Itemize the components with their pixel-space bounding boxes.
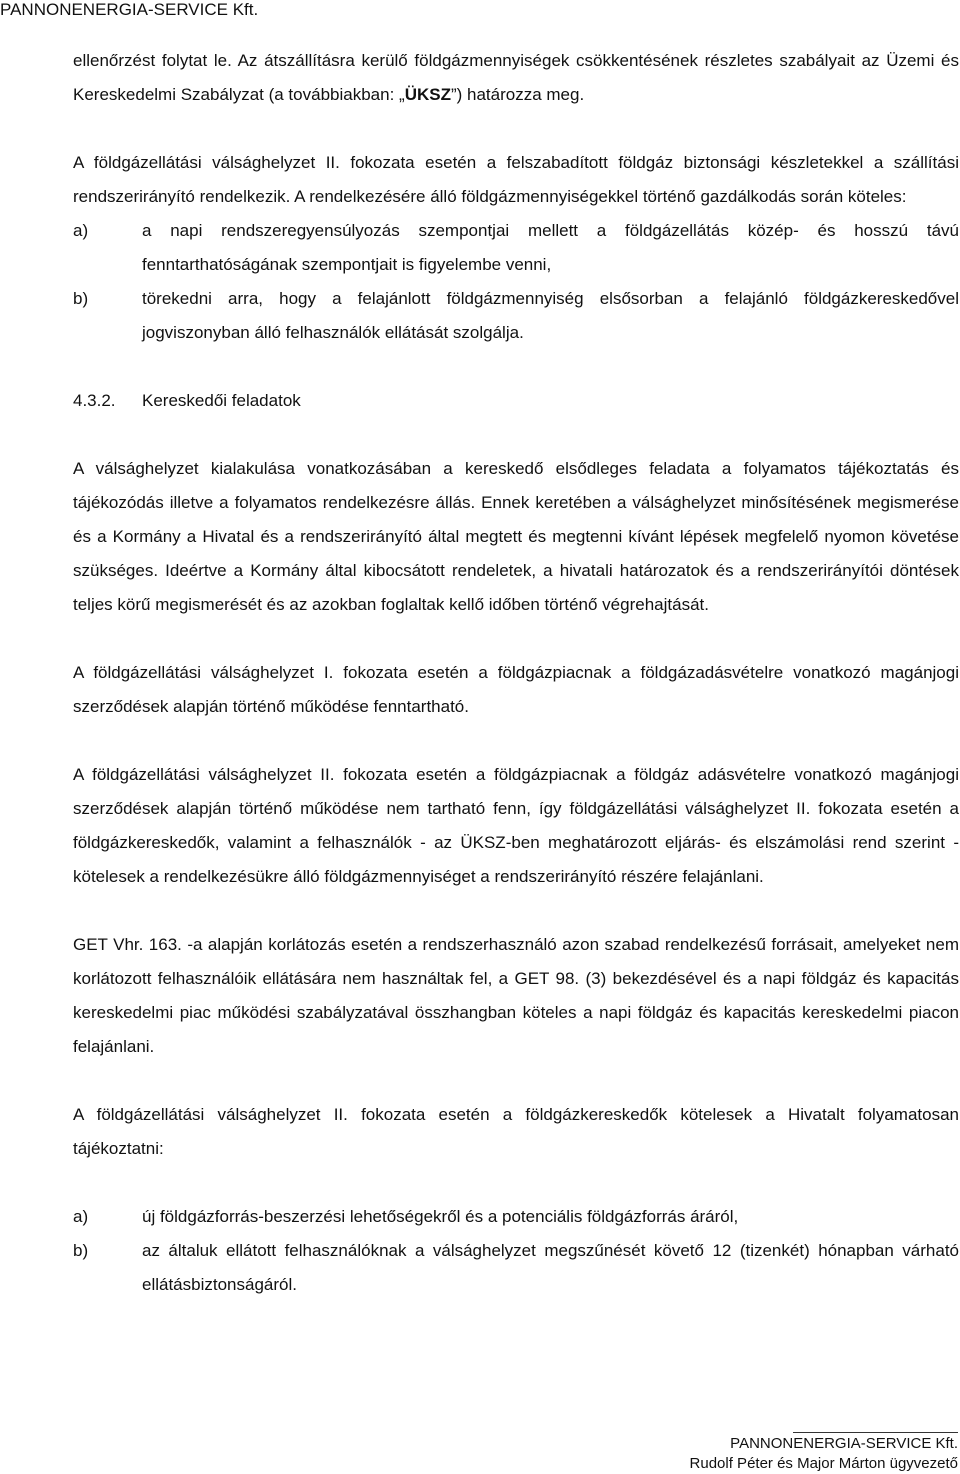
footer-company: PANNONENERGIA-SERVICE Kft. bbox=[730, 1435, 958, 1452]
paragraph-6: GET Vhr. 163. -a alapján korlátozás esetén a rendszerhasználó azon szabad rendelkezésű forrásait, amelyeket nem korlátozott felhasználóik ellátására nem használtak fel, a GET 98. (3) bekezdésével és a napi földgáz és kapacitás kereskedelmi piac működési szabályzatával összhangban köteles a napi földgáz és kapacitás kereskedelmi piacon felajánlani. bbox=[73, 935, 959, 1056]
list-marker: b) bbox=[73, 1241, 89, 1260]
list-marker: b) bbox=[73, 289, 89, 308]
paragraph-intro-2: A földgázellátási válsághelyzet II. fokozata esetén a felszabadított földgáz biztonsági készletekkel a szállítási rendszerirányító rendelkezik. A rendelkezésére álló földgázmennyiségekkel történő gazdálkodás során köteles: bbox=[73, 153, 959, 206]
paragraph-5: A földgázellátási válsághelyzet II. fokozata esetén a földgázpiacnak a földgáz adásvételre vonatkozó magánjogi szerződések alapján történő működése nem tartható fenn, így földgázellátási válsághelyzet II. fokozata esetén a földgázkereskedők, valamint a felhasználók - az ÜKSZ-ben meghatározott eljárás- és elszámolási rend szerint - kötelesek a rendelkezésükre álló földgázmennyiséget a rendszerirányító részére felajánlani. bbox=[73, 765, 959, 886]
page-footer bbox=[690, 1434, 958, 1474]
document-body bbox=[73, 44, 959, 1302]
paragraph-text: ”) határozza meg. bbox=[450, 85, 585, 104]
page-header: PANNONENERGIA-SERVICE Kft. bbox=[0, 0, 259, 19]
footer-lawyer: Rudolf Péter és Major Márton ügyvezető bbox=[689, 1455, 958, 1472]
list-item-text: törekedni arra, hogy a felajánlott földgázmennyiség elsősorban a felajánló földgázkereskedővel jogviszonyban álló felhasználók ellátását szolgálja. bbox=[142, 289, 959, 342]
section-heading bbox=[73, 384, 959, 418]
section-number: 4.3.2. bbox=[73, 391, 116, 410]
list-item bbox=[73, 1234, 959, 1302]
paragraph-text: ellenőrzést folytat le. Az átszállításra kerülő földgázmennyiségek csökkentésének részletes szabályait az Üzemi és Kereskedelmi Szabályzat (a továbbiakban: „ bbox=[73, 51, 959, 104]
paragraph-7: A földgázellátási válsághelyzet II. fokozata esetén a földgázkereskedők kötelesek a Hivatalt folyamatosan tájékoztatni: bbox=[73, 1105, 959, 1158]
list-item-text: az általuk ellátott felhasználóknak a válsághelyzet megszűnését követő 12 (tizenkét) hónapban várható ellátásbiztonságáról. bbox=[142, 1241, 959, 1294]
list-marker: a) bbox=[73, 221, 89, 240]
list-item bbox=[73, 214, 959, 282]
list-item bbox=[73, 282, 959, 350]
abbreviation-bold: ÜKSZ bbox=[404, 85, 451, 104]
list-item-text: a napi rendszeregyensúlyozás szempontjai mellett a földgázellátás közép- és hosszú távú fenntarthatóságának szempontjait is figyelembe venni, bbox=[142, 221, 959, 274]
paragraph-3: A válsághelyzet kialakulása vonatkozásában a kereskedő elsődleges feladata a folyamatos tájékoztatás és tájékozódás illetve a folyamatos rendelkezésre állás. Ennek keretében a válsághelyzet minősítésének megismerése és a Kormány a Hivatal és a rendszerirányító által megtett és megtenni kívánt lépések megfelelő nyomon követése szükséges. Ideértve a Kormány által kibocsátott rendeletek, a hivatali határozatok és a rendszerirányítói döntések teljes körű megismerését és az azokban foglaltak kellő időben történő végrehajtását. bbox=[73, 459, 959, 614]
list-item bbox=[73, 1200, 959, 1234]
list-item-text: új földgázforrás-beszerzési lehetőségekről és a potenciális földgázforrás áráról, bbox=[142, 1207, 739, 1226]
paragraph-intro-1 bbox=[73, 44, 959, 112]
list-marker: a) bbox=[73, 1207, 89, 1226]
footer-divider bbox=[793, 1432, 958, 1433]
paragraph-4: A földgázellátási válsághelyzet I. fokozata esetén a földgázpiacnak a földgázadásvételre vonatkozó magánjogi szerződések alapján történő működése fenntartható. bbox=[73, 663, 959, 716]
section-title: Kereskedői feladatok bbox=[142, 391, 301, 410]
